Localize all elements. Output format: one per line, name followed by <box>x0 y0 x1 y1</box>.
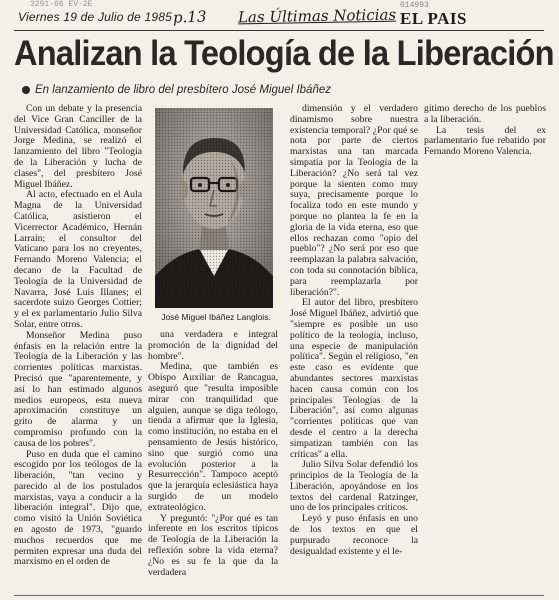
paragraph: El autor del libro, presbítero José Miguel Ibáñez, advirtió que "siempre es posible un uso político de la teología, incluso, una especie de manipulación política". Según el religioso, "en este caso es evidente que abundantes sectores marxistas hacen causa común con los principales Teologías de la Liberación", así como algunas "corrientes políticas que van desde el centro a la derecha simpatizan también con las críticas" a ella. <box>290 297 418 460</box>
article-column-2 <box>148 330 278 600</box>
paragraph: gítimo derecho de los pueblos a la liberación. <box>424 104 546 125</box>
handwritten-page-number: p.13 <box>172 7 207 27</box>
bullet-icon <box>22 86 30 94</box>
paragraph: Medina, que también es Obispo Auxiliar de Rancagua, aseguró que "resulta imposible mirar con tranquilidad que alguien, aunque se diga teólogo, tienda a afirmar que la Iglesia, como institución, no estaba en el pensamiento de Jesús histórico, sino que surgió como una evolución posterior a la Resurrección". Tampoco aceptó que la jerarquía eclesiástica haya surgido de un modelo extrateológico. <box>148 361 278 513</box>
paragraph: Al acto, efectuado en el Aula Magna de la Universidad Católica, asistieron el Vicerrector Académico, Hernán Larraín; el consultor del Vaticano para los no creyentes, Fernando Moreno Valencia; el decano de la Facultad de Teología de la Universidad de Navarra, José Luis Illanes; el sacerdote suizo Georges Cottier; y el ex parlamentario Julio Silva Solar, entre otros. <box>14 189 142 330</box>
handwritten-source: Las Últimas Noticias <box>237 5 397 27</box>
paragraph: una verdadera e integral promoción de la dignidad del hombre". <box>148 330 278 362</box>
photo-caption: José Miguel Ibáñez Langlois. <box>161 312 271 322</box>
headline: Analizan la Teología de la Liberación <box>14 34 554 73</box>
paragraph: Julio Silva Solar defendió los principios de la Teología de la Liberación, apoyándose en los textos del cardenal Ratzinger, uno de los principales críticos. <box>290 459 418 514</box>
subhead <box>22 84 331 96</box>
paragraph: dimensión y el verdadero dinamismo sobre nuestra existencia temporal? ¿Por qué se nota por parte de ciertos marxistas una tan marcada simpatía por la Teología de la Liberación? ¿No será tal vez porque la sienten como muy suya, precisamente porque lo focaliza todo en este mundo y porque no plantea la fe en la gloria de la vida eterna, eso que ellos rechazan como "opio del pueblo"? ¿No será por eso que reemplazan la palabra salvación, con toda su connotación bíblica, para reemplazarla por liberación?". <box>290 104 418 298</box>
article-column-1 <box>14 104 142 600</box>
article-column-4 <box>424 104 546 164</box>
dateline: Viernes 19 de Julio de 1985 <box>18 10 172 24</box>
paragraph: Puso en duda que el camino escogido por los teólogos de la liberación, "tan vecino y parecido al de los postulados marxistas, vaya a conducir a la liberación integral". Dijo que, como visitó la Unión Soviética en agosto de 1973, "guardo muchos recuerdos que me permiten expresar una duda del marxismo en el orden de <box>14 448 142 568</box>
paragraph: Y preguntó: "¿Por qué es tan inferente en los escritos típicos de Teología de la Liberación la reflexión sobre la vida eterna? ¿No es su fe la que da la verdadera <box>148 512 278 578</box>
paragraph: Leyó y puso énfasis en uno de los textos en que el purpurado reconoce la desigualdad existente y el le- <box>290 513 418 557</box>
paragraph: La tesis del ex parlamentario fue rebatido por Fernando Moreno Valencia. <box>424 124 546 158</box>
newspaper-name: EL PAIS <box>400 9 467 28</box>
archive-stamp-left: 3291-66 EV-2E <box>30 0 93 9</box>
archive-stamp-right: 014993 <box>400 1 429 10</box>
portrait-photo <box>155 108 273 308</box>
bottom-rule <box>14 595 544 596</box>
portrait-image <box>155 108 273 308</box>
subhead-text: En lanzamiento de libro del presbítero José Miguel Ibáñez <box>35 84 331 96</box>
paragraph: Con un debate y la presencia del Vice Gran Canciller de la Universidad Católica, monseñor Jorge Medina, se realizó el lanzamiento del libro "Teología de la Liberación y lucha de clases", del presbítero José Miguel Ibáñez. <box>14 104 142 190</box>
article-column-3 <box>290 104 418 600</box>
paragraph: Monseñor Medina puso énfasis en la relación entre la Teología de la Liberación y las corrientes políticas marxistas. Precisó que "aparentemente, y así lo han estimado algunos medios europeos, esta nueva aproximación constituye un grito de alarma y un compromiso profundo con la causa de los pobres". <box>14 329 142 449</box>
header-rule <box>14 30 544 31</box>
